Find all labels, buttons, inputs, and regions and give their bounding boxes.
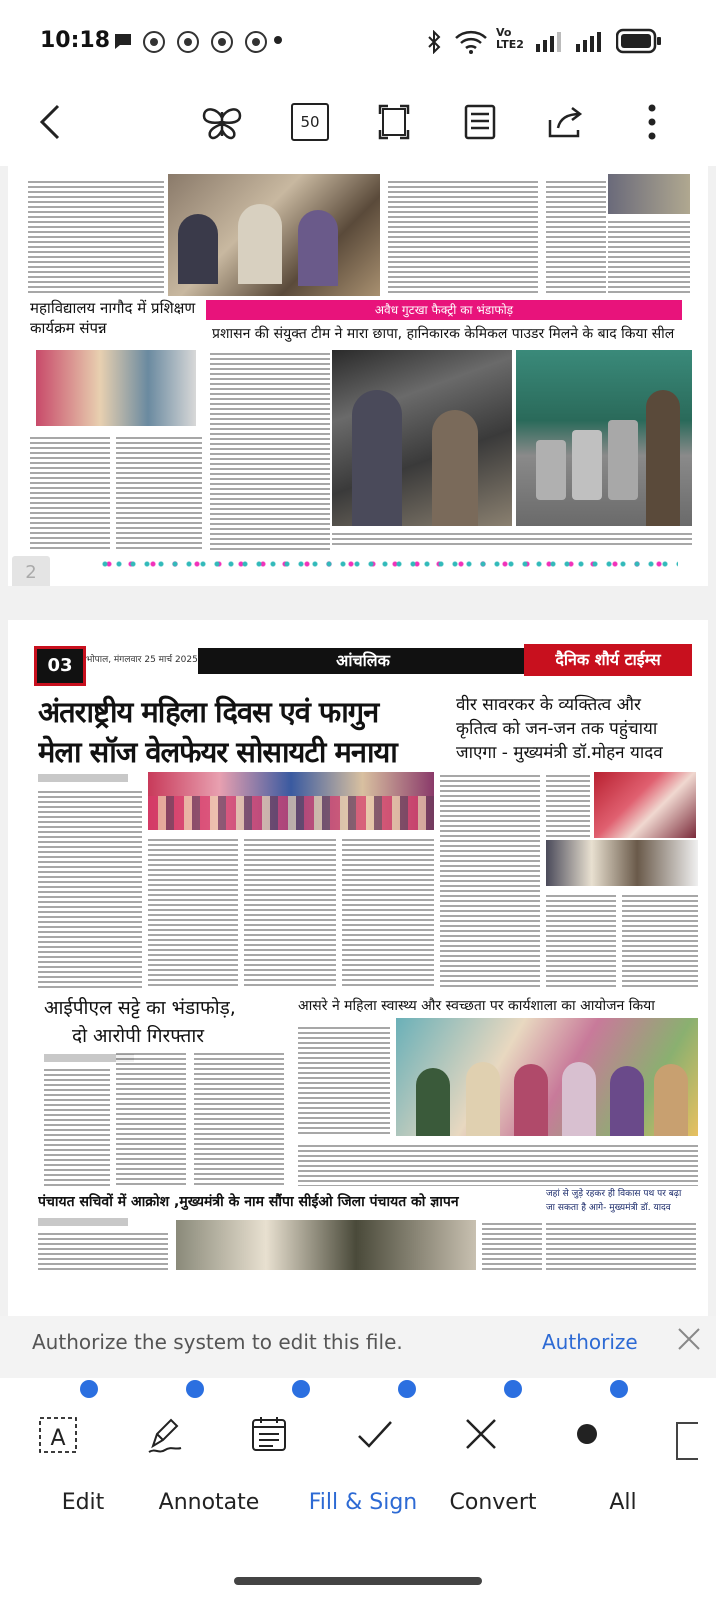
date-line: भोपाल, मंगलवार 25 मार्च 2025: [86, 655, 198, 665]
premium-badge-icon: [186, 1380, 204, 1398]
training-photo: [36, 350, 196, 426]
aasre-headline: आसरे ने महिला स्वास्थ्य और स्वच्छता पर कार्यशाला का आयोजन किया: [298, 998, 655, 1014]
article-text: [298, 1142, 698, 1186]
article-text: [148, 836, 238, 988]
tool-label-convert[interactable]: Convert: [449, 1490, 537, 1515]
butterfly-button[interactable]: [198, 98, 246, 146]
app-icon: [176, 30, 200, 54]
page-count-button[interactable]: [286, 98, 334, 146]
article-headline: महाविद्यालय नागौद में प्रशिक्षण कार्यक्रम संपन्न: [30, 299, 196, 337]
app-icon: [142, 30, 166, 54]
right-headline: वीर सावरकर के व्यक्तित्व और: [456, 695, 641, 715]
all-tool-icon-wrap[interactable]: [426, 1414, 536, 1458]
news-photo: [608, 174, 690, 214]
share-icon: [546, 102, 586, 142]
reading-mode-button[interactable]: [456, 98, 504, 146]
text-box-icon: [38, 1414, 78, 1454]
authorize-message: Authorize the system to edit this file.: [32, 1330, 403, 1354]
bluetooth-icon: [426, 30, 442, 54]
article-text: [116, 434, 202, 550]
article-text: [38, 1230, 168, 1270]
newspaper-page-2: [8, 166, 708, 586]
factory-photo: [516, 350, 692, 526]
premium-badge-icon: [610, 1380, 628, 1398]
article-text: [194, 1050, 284, 1186]
dot-tool-icon-wrap[interactable]: [532, 1414, 642, 1458]
cross-icon: [461, 1414, 501, 1454]
article-text: [28, 178, 164, 296]
clock: 10:18: [40, 28, 111, 53]
raid-photo: [332, 350, 512, 526]
article-text: [44, 1066, 110, 1186]
section-title: आंचलिक: [198, 648, 528, 674]
article-text: [608, 218, 690, 296]
panchayat-headline: पंचायत सचिवों में आक्रोश ,मुख्यमंत्री के नाम सौंपा सीईओ जिला पंचायत को ज्ञापन: [38, 1194, 459, 1210]
article-text: [546, 892, 616, 988]
more-icon: [646, 102, 658, 142]
article-text: [116, 1050, 186, 1186]
wifi-icon: [454, 30, 488, 54]
page-number-badge: 2: [12, 556, 50, 586]
corner-headline: जहां से जुड़े रहकर ही विकास पथ पर बढ़ा: [546, 1189, 682, 1199]
right-headline-line3: जाएगा - मुख्यमंत्री डॉ.मोहन यादव: [456, 743, 663, 763]
byline: [38, 774, 128, 782]
photo-caption: [332, 530, 692, 546]
page-number: 03: [34, 646, 86, 686]
home-indicator[interactable]: [234, 1577, 482, 1585]
butterfly-icon: [200, 102, 244, 142]
premium-badge-icon: [504, 1380, 522, 1398]
right-headline-line2: कृतित्व को जन-जन तक पहुंचाया: [456, 719, 658, 739]
workshop-photo: [396, 1018, 698, 1136]
network-label: Vo LTE2: [496, 26, 524, 51]
article-text: [342, 836, 434, 988]
battery-icon: [616, 28, 662, 54]
app-icon: [244, 30, 268, 54]
main-headline: अंतराष्ट्रीय महिला दिवस एवं फागुन: [38, 695, 379, 729]
byline: [38, 1218, 128, 1226]
article-text: [440, 772, 540, 988]
article-text: [244, 836, 336, 988]
status-bar: [0, 0, 716, 84]
dot-icon: [567, 1414, 607, 1454]
document-viewer[interactable]: [0, 166, 716, 1316]
article-text: [30, 434, 110, 550]
article-text: [622, 892, 698, 988]
article-text: [210, 350, 330, 550]
edit-tool-icon-wrap[interactable]: [3, 1414, 113, 1458]
article-text: [38, 788, 142, 988]
convert-tool-icon-wrap[interactable]: [320, 1414, 430, 1458]
pen-icon: [145, 1414, 185, 1454]
ipl-headline-line2: दो आरोपी गिरफ्तार: [72, 1025, 205, 1047]
tool-label-edit[interactable]: Edit: [61, 1490, 105, 1515]
newspaper-page-3: [8, 620, 708, 1316]
signal-icon: [534, 30, 564, 54]
dot-icon: [274, 36, 282, 44]
page-count-icon: 50: [291, 103, 329, 141]
masthead: दैनिक शौर्य टाईम्स: [524, 644, 692, 676]
partial-tool-icon[interactable]: [676, 1422, 698, 1460]
checkmark-icon: [355, 1414, 395, 1454]
article-text: [298, 1024, 390, 1134]
premium-badge-icon: [292, 1380, 310, 1398]
back-button[interactable]: [26, 98, 74, 146]
event-photo: [148, 772, 434, 830]
ceremony-photo: [594, 772, 696, 838]
article-text: [546, 1220, 696, 1270]
chat-icon: [112, 30, 134, 52]
back-arrow-icon: [36, 102, 64, 142]
premium-badge-icon: [398, 1380, 416, 1398]
tool-label-fill-sign[interactable]: Fill & Sign: [308, 1490, 418, 1515]
meeting-photo: [168, 174, 380, 296]
fullscreen-button[interactable]: [370, 98, 418, 146]
article-text: [482, 1220, 542, 1270]
print-registration-marks: [98, 560, 678, 568]
authorize-button[interactable]: Authorize: [542, 1330, 638, 1354]
tool-label-all[interactable]: All: [609, 1490, 637, 1515]
close-icon[interactable]: [676, 1326, 702, 1352]
main-headline: प्रशासन की संयुक्त टीम ने मारा छापा, हानिकारक केमिकल पाउडर मिलने के बाद किया सील: [212, 326, 675, 342]
fill-sign-tool-icon-wrap[interactable]: [214, 1414, 324, 1458]
form-icon: [249, 1414, 289, 1454]
ceremony-photo: [546, 840, 698, 886]
article-text: [388, 178, 538, 296]
app-icon: [210, 30, 234, 54]
signal-icon: [574, 30, 604, 54]
protest-photo: [176, 1220, 476, 1270]
svg-text:A: A: [50, 1426, 66, 1451]
reading-mode-icon: [462, 102, 498, 142]
annotate-tool-icon-wrap[interactable]: [110, 1414, 220, 1458]
main-headline-line2: मेला सॉज वेलफेयर सोसायटी मनाया: [38, 735, 397, 769]
ipl-headline: आईपीएल सट्टे का भंडाफोड़,: [44, 997, 236, 1019]
share-button[interactable]: [542, 98, 590, 146]
tool-label-annotate[interactable]: Annotate: [158, 1490, 260, 1515]
fullscreen-icon: [376, 102, 412, 142]
premium-badge-icon: [80, 1380, 98, 1398]
more-button[interactable]: [628, 98, 676, 146]
corner-headline-line2: जा सकता है आगे- मुख्यमंत्री डॉ. यादव: [546, 1203, 671, 1213]
article-text: [546, 178, 606, 296]
banner: अवैध गुटखा फैक्ट्री का भंडाफोड़: [206, 300, 682, 320]
